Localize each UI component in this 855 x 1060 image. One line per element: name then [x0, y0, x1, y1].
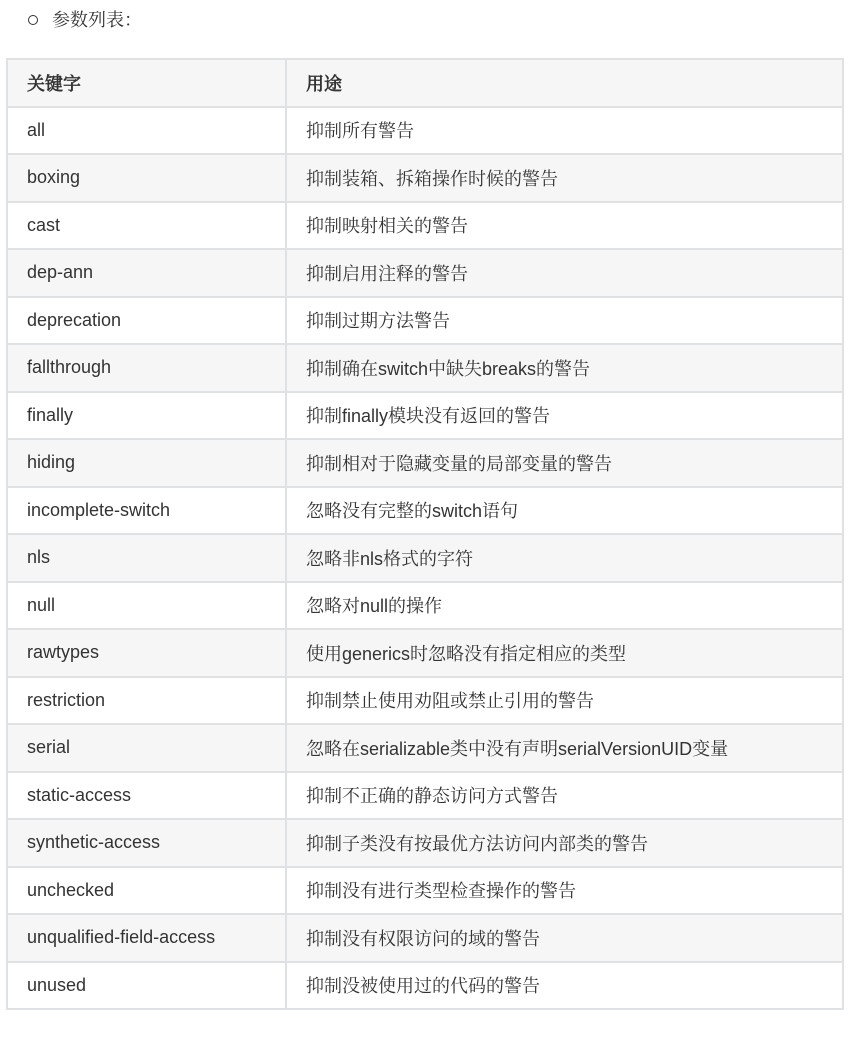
purpose-cell: 抑制确在switch中缺失breaks的警告 — [286, 344, 843, 392]
purpose-cell: 抑制启用注释的警告 — [286, 249, 843, 297]
purpose-cell: 抑制映射相关的警告 — [286, 202, 843, 250]
table-row — [7, 297, 843, 345]
table-row — [7, 249, 843, 297]
keyword-cell: dep-ann — [7, 249, 286, 297]
keyword-cell: rawtypes — [7, 629, 286, 677]
table-row — [7, 439, 843, 487]
header-keyword: 关键字 — [7, 59, 286, 107]
parameter-table — [6, 58, 844, 1010]
purpose-cell: 抑制子类没有按最优方法访问内部类的警告 — [286, 819, 843, 867]
table-row — [7, 107, 843, 155]
purpose-cell: 抑制没有权限访问的域的警告 — [286, 914, 843, 962]
table-row — [7, 914, 843, 962]
keyword-cell: unqualified-field-access — [7, 914, 286, 962]
list-item-intro — [28, 6, 142, 34]
table-row — [7, 344, 843, 392]
circle-bullet-icon — [28, 15, 38, 25]
purpose-cell: 抑制没被使用过的代码的警告 — [286, 962, 843, 1010]
keyword-cell: null — [7, 582, 286, 630]
table-row — [7, 819, 843, 867]
keyword-cell: static-access — [7, 772, 286, 820]
table-row — [7, 487, 843, 535]
keyword-cell: finally — [7, 392, 286, 440]
keyword-cell: unused — [7, 962, 286, 1010]
table-row — [7, 392, 843, 440]
purpose-cell: 抑制finally模块没有返回的警告 — [286, 392, 843, 440]
purpose-cell: 使用generics时忽略没有指定相应的类型 — [286, 629, 843, 677]
purpose-cell: 抑制相对于隐藏变量的局部变量的警告 — [286, 439, 843, 487]
table-row — [7, 962, 843, 1010]
table-row — [7, 582, 843, 630]
intro-text: 参数列表： — [52, 10, 142, 30]
keyword-cell: cast — [7, 202, 286, 250]
purpose-cell: 抑制不正确的静态访问方式警告 — [286, 772, 843, 820]
purpose-cell: 抑制禁止使用劝阻或禁止引用的警告 — [286, 677, 843, 725]
keyword-cell: boxing — [7, 154, 286, 202]
header-purpose: 用途 — [286, 59, 843, 107]
table-row — [7, 677, 843, 725]
keyword-cell: restriction — [7, 677, 286, 725]
keyword-cell: incomplete-switch — [7, 487, 286, 535]
purpose-cell: 抑制过期方法警告 — [286, 297, 843, 345]
purpose-cell: 抑制没有进行类型检查操作的警告 — [286, 867, 843, 915]
table-row — [7, 867, 843, 915]
keyword-cell: deprecation — [7, 297, 286, 345]
keyword-cell: synthetic-access — [7, 819, 286, 867]
purpose-cell: 忽略对null的操作 — [286, 582, 843, 630]
keyword-cell: unchecked — [7, 867, 286, 915]
keyword-cell: all — [7, 107, 286, 155]
keyword-cell: serial — [7, 724, 286, 772]
table-row — [7, 724, 843, 772]
table-header-row — [7, 59, 843, 107]
purpose-cell: 忽略非nls格式的字符 — [286, 534, 843, 582]
purpose-cell: 忽略在serializable类中没有声明serialVersionUID变量 — [286, 724, 843, 772]
table-row — [7, 772, 843, 820]
table-row — [7, 154, 843, 202]
keyword-cell: nls — [7, 534, 286, 582]
table-row — [7, 629, 843, 677]
table-row — [7, 534, 843, 582]
keyword-cell: hiding — [7, 439, 286, 487]
purpose-cell: 抑制所有警告 — [286, 107, 843, 155]
table-row — [7, 202, 843, 250]
keyword-cell: fallthrough — [7, 344, 286, 392]
purpose-cell: 抑制装箱、拆箱操作时候的警告 — [286, 154, 843, 202]
purpose-cell: 忽略没有完整的switch语句 — [286, 487, 843, 535]
